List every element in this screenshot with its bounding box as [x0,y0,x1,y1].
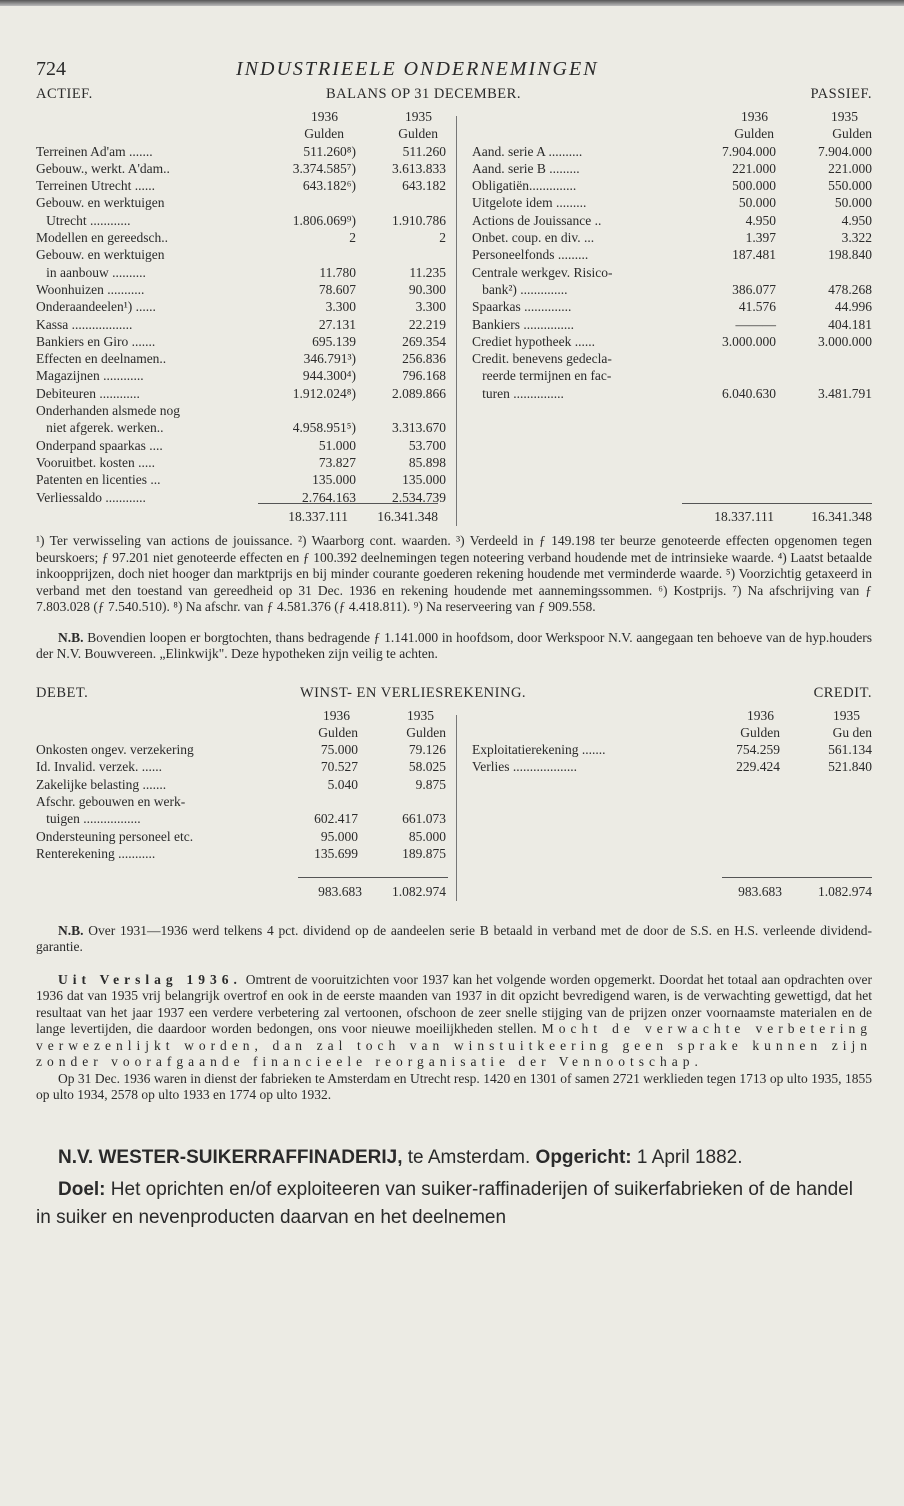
nb-dividend: N.B. Over 1931—1936 werd telkens 4 pct. dividend op de aandeelen serie B betaald in verband met de door de S.S. en H.S. verleende dividend-garantie. [36,922,872,954]
table-row [36,229,446,246]
credit-column: 1936 1935 Gulden Gu den Exploitatierekening ....... 754.259 561.134 Verlies ................... 229.424 521.840 [472,707,872,775]
table-row [36,177,446,194]
row-label: Renterekening ........... [36,845,156,861]
debet-column: 1936 1935 Gulden Gulden Onkosten ongev. verzekering 75.000 79.126 Id. Invalid. verzek. ...... 70.527 58.025 Zakelijke belasting ....... 5.040 9.875 Afschr. gebouwen en werk- tuigen ................. 602.417 661.073 Ondersteuning personeel etc. 95.000 85.000 Renterekening ........... 135.699 189.875 [36,707,446,861]
value-1936: 6.040.630 [722,385,776,401]
value-1935: 511.260 [402,143,446,159]
winst-header [36,685,872,707]
table-row [36,454,446,471]
row-label: Onbet. coup. en div. ... [472,230,595,246]
row-label: Gebouw. en werktuigen [36,195,165,211]
row-label: Woonhuizen ........... [36,281,145,297]
total-passief-1935: 16.341.348 [811,509,872,524]
row-label: Verliessaldo ............ [36,489,146,505]
value-1936: 50.000 [738,195,776,211]
table-row [36,437,446,454]
table-row [36,828,446,845]
value-1936: 75.000 [320,742,358,758]
row-label: Onderpand spaarkas .... [36,437,163,453]
table-row [36,194,446,211]
table-row [36,845,446,862]
value-1935: 3.300 [415,299,446,315]
winst-totals [36,883,872,900]
value-1936: 73.827 [318,454,356,470]
row-label: Utrecht ............ [36,212,131,228]
page-header [36,58,872,86]
value-1935: 404.181 [828,316,872,332]
table-row [36,212,446,229]
table-row [472,160,872,177]
winst-title: WINST- EN VERLIESREKENING. [300,684,527,701]
table-row [36,793,446,810]
row-label: Spaarkas .............. [472,299,572,315]
running-title: INDUSTRIEELE ONDERNEMINGEN [236,58,599,80]
value-1936: ——— [735,316,776,332]
balans-table [36,108,872,528]
value-1935: 53.700 [408,437,446,453]
row-label: Obligatiën.............. [472,178,577,194]
value-1936: 41.576 [738,299,776,315]
total-debet-1935: 1.082.974 [392,883,446,899]
total-credit-1936: 983.683 [738,883,782,899]
row-label: niet afgerek. werken.. [36,420,164,436]
value-1935: 2 [439,230,446,246]
row-label: Zakelijke belasting ....... [36,776,167,792]
value-1935: 189.875 [402,845,446,861]
unit-row: Gulden Gulden [304,126,438,142]
table-row [36,333,446,350]
footnotes: ¹) Ter verwisseling van actions de jouissance. ²) Waarborg cont. waarden. ³) Verdeeld in ƒ 149.198 ter beurze genoteerde effecten opgenomen tegen beurskoers; ƒ 97.201 niet genoteerde effecten en ƒ 100.392 deelnemingen tegen noteering verband houdende met de intrinsieke waarde. ⁴) Laatst betaalde inkoopprijzen, doch niet hooger dan marktprijs en bij minder courante goederen rekening houdende met verminderde waarde. ⁵) Voorzichtig getaxeerd in verband met den toestand van gereedheid op 31 Dec. 1936 en rekening houdende met aannemingssommen. ⁶) Kostprijs. ⁷) Na afschrijving van ƒ 7.803.028 (ƒ 7.540.510). ⁸) Na afschr. van ƒ 4.581.376 (ƒ 4.418.811). ⁹) Na reserveering van ƒ 909.558. [36,533,872,614]
value-1936: 135.000 [312,472,356,488]
value-1935: 22.219 [408,316,446,332]
table-row [36,143,446,160]
debet-label: DEBET. [36,684,89,701]
table-row [472,212,872,229]
row-label: Onderhanden alsmede nog [36,403,180,419]
value-1935: 79.126 [408,742,446,758]
value-1936: 1.397 [745,230,776,246]
row-label: Magazijnen ............ [36,368,144,384]
value-1935: 3.613.833 [392,160,446,176]
company-entry: N.V. WESTER-SUIKERRAFFINADERIJ, te Amsterdam. Opgericht: 1 April 1882. Doel: Het oprichten en/of exploiteeren van suiker-raffinaderijen of suikerfabrieken of de handel in suiker en nevenproducten daarvan en het deelnemen [36,1146,853,1228]
row-label: Kassa .................. [36,316,133,332]
row-label: Aand. serie A .......... [472,143,583,159]
value-1935: 478.268 [828,281,872,297]
value-1935: 561.134 [828,742,872,758]
table-row [36,419,446,436]
balans-title: BALANS OP 31 DECEMBER. [326,86,521,102]
table-row [472,143,872,160]
total-debet-1936: 983.683 [318,883,362,899]
nb-borgtochten: N.B. Bovendien loopen er borgtochten, thans bedragende ƒ 1.141.000 in hoofdsom, door Werkspoor N.V. aangegaan ten behoeve van de hyp.houders der N.V. Bouwvereen. „Elinkwijk". Deze hypotheken zijn veilig te achten. [36,629,872,661]
table-row [472,177,872,194]
value-1936: 78.607 [318,281,356,297]
table-row [472,741,872,758]
value-1936: 229.424 [736,759,780,775]
value-1936: 70.527 [320,759,358,775]
value-1935: 44.996 [834,299,872,315]
value-1936: 695.139 [312,333,356,349]
table-row [36,385,446,402]
value-1935: 50.000 [834,195,872,211]
row-label: Crediet hypotheek ...... [472,333,595,349]
value-1936: 1.806.069⁹) [292,212,356,228]
verslag: Uit Verslag 1936. Omtrent de vooruitzichten voor 1937 kan het volgende worden opgemerkt. Doordat het totaal aan opdrachten over 1936 dat van 1935 vrij belangrijk overtrof en ook in de eerste maanden van 1937 in dit opzicht bevredigend waren, is de verwachting gewettigd, dat het resultaat van het jaar 1937 een verdere verbetering zal vertoonen, ofschoon de zeer snelle stijging van de prijzen onzer voornaamste materialen en de lange levertijden, die daardoor worden bedongen, ons voor nieuwe moeilijkheden stellen. Mocht de verwachte verbetering verwezenlijkt worden, dan zal toch van winstuitkeering geen sprake kunnen zijn zonder voorafgaande financieele reorganisatie der Vennootschap. Op 31 Dec. 1936 waren in dienst der fabrieken te Amsterdam en Utrecht resp. 1420 en 1301 of samen 2721 werklieden tegen 1713 op ulto 1935, 1855 op ulto 1934, 2578 op ulto 1933 en 1774 op ulto 1932. [36,971,872,1102]
balans-totals [36,508,872,525]
value-1936: 51.000 [318,437,356,453]
value-1936: 386.077 [732,281,776,297]
value-1935: 2.089.866 [392,385,446,401]
value-1936: 221.000 [732,160,776,176]
company-name: N.V. WESTER-SUIKERRAFFINADERIJ, [58,1146,403,1168]
value-1935: 90.300 [408,281,446,297]
row-label: Verlies ................... [472,759,577,775]
table-row [36,350,446,367]
value-1936: 95.000 [320,828,358,844]
table-row [472,367,872,384]
row-label: Centrale werkgev. Risico- [472,264,613,280]
row-label: bank²) .............. [472,281,568,297]
row-label: tuigen ................. [36,811,141,827]
year-row: 1936 1935 [311,109,432,124]
value-1935: 135.000 [402,472,446,488]
table-row [472,758,872,775]
winst-table [36,707,872,903]
page [36,58,872,1232]
row-label: Gebouw., werkt. A'dam.. [36,160,170,176]
value-1935: 521.840 [828,759,872,775]
value-1935: 796.168 [402,368,446,384]
row-label: Actions de Jouissance .. [472,212,602,228]
value-1935: 643.182 [402,178,446,194]
value-1936: 3.300 [325,299,356,315]
value-1935: 661.073 [402,811,446,827]
value-1935: 3.322 [841,230,872,246]
value-1936: 346.791³) [303,351,356,367]
table-row [472,333,872,350]
row-label: turen ............... [472,385,564,401]
verslag-spaced: Mocht de verwachte verbetering verwezenlijkt worden, dan zal toch van winstuitkeering geen sprake kunnen zijn zonder voorafgaande financieele reorganisatie der Vennootschap. [36,1021,872,1069]
table-row [472,264,872,281]
row-label: Aand. serie B ......... [472,160,580,176]
value-1935: 11.235 [409,264,446,280]
value-1936: 2 [349,230,356,246]
table-row [36,367,446,384]
row-label: Patenten en licenties ... [36,472,161,488]
row-label: Debiteuren ............ [36,385,140,401]
value-1935: 9.875 [415,776,446,792]
table-row [36,471,446,488]
value-1935: 3.313.670 [392,420,446,436]
value-1935: 85.000 [408,828,446,844]
row-label: Bankiers ............... [472,316,574,332]
row-label: Terreinen Utrecht ...... [36,178,156,194]
row-label: Personeelfonds ......... [472,247,589,263]
value-1936: 511.260⁸) [303,143,356,159]
row-label: Onkosten ongev. verzekering [36,742,194,758]
value-1936: 602.417 [314,811,358,827]
table-row [36,758,446,775]
value-1936: 5.040 [327,776,358,792]
value-1935: 58.025 [408,759,446,775]
table-row [472,281,872,298]
value-1936: 3.000.000 [722,333,776,349]
table-row [472,194,872,211]
table-row [472,246,872,263]
table-row [472,316,872,333]
page-edge [0,0,904,6]
value-1936: 4.950 [745,212,776,228]
row-label: Ondersteuning personeel etc. [36,828,194,844]
table-row [36,402,446,419]
passief-label: PASSIEF. [810,86,872,102]
value-1936: 11.780 [319,264,356,280]
table-row [472,298,872,315]
table-row [472,229,872,246]
balans-header [36,86,872,108]
table-row [36,246,446,263]
total-actief-1936: 18.337.111 [288,509,348,524]
value-1936: 3.374.585⁷) [292,160,356,176]
value-1935: 269.354 [402,333,446,349]
verslag-lead: Uit Verslag 1936. [58,971,242,987]
value-1936: 500.000 [732,178,776,194]
value-1936: 754.259 [736,742,780,758]
total-credit-1935: 1.082.974 [818,883,872,899]
table-row [36,741,446,758]
value-1935: 256.836 [402,351,446,367]
value-1935: 1.910.786 [392,212,446,228]
total-actief-1935: 16.341.348 [377,509,438,524]
actief-label: ACTIEF. [36,86,93,102]
row-label: Terreinen Ad'am ....... [36,143,153,159]
table-row [36,160,446,177]
value-1935: 221.000 [828,160,872,176]
value-1936: 135.699 [314,845,358,861]
table-row [472,350,872,367]
value-1936: 7.904.000 [722,143,776,159]
table-row [36,264,446,281]
row-label: Vooruitbet. kosten ..... [36,454,155,470]
value-1936: 27.131 [318,316,356,332]
table-row [36,810,446,827]
value-1935: 4.950 [841,212,872,228]
value-1936: 187.481 [732,247,776,263]
value-1936: 643.182⁶) [302,178,356,194]
value-1935: 85.898 [408,454,446,470]
row-label: Modellen en gereedsch.. [36,230,168,246]
value-1935: 7.904.000 [818,143,872,159]
row-label: Exploitatierekening ....... [472,742,606,758]
row-label: reerde termijnen en fac- [472,368,612,384]
actief-column [36,108,446,506]
total-passief-1936: 18.337.111 [714,509,774,524]
value-1935: 2.534.739 [392,489,446,505]
row-label: Id. Invalid. verzek. ...... [36,759,162,775]
row-label: Uitgelote idem ......... [472,195,587,211]
credit-label: CREDIT. [813,684,872,701]
row-label: Bankiers en Giro ....... [36,333,156,349]
value-1935: 198.840 [828,247,872,263]
table-row [36,776,446,793]
table-row [472,385,872,402]
row-label: Gebouw. en werktuigen [36,247,165,263]
value-1935: 550.000 [828,178,872,194]
value-1935: 3.481.791 [818,385,872,401]
value-1935: 3.000.000 [818,333,872,349]
row-label: Onderaandeelen¹) ...... [36,299,156,315]
row-label: in aanbouw .......... [36,264,146,280]
value-1936: 1.912.024⁸) [292,385,356,401]
row-label: Effecten en deelnamen.. [36,351,167,367]
value-1936: 2.764.163 [302,489,356,505]
table-row [36,316,446,333]
page-number: 724 [36,58,66,80]
passief-column: 1936 1935 Gulden Gulden Aand. serie A .......... 7.904.000 7.904.000 Aand. serie B ......... 221.000 221.000 Obligatiën.............. 500.000 550.000 Uitgelote idem ......... 50.000 50.000 Actions de Jouissance .. 4.950 4.950 Onbet. coup. en div. ... 1.397 3.322 Personeelfonds ......... 187.481 198.840 Centrale werkgev. Risico- bank²) .............. 386.077 478.268 Spaarkas .............. 41.576 44.996 Bankiers ............... ——— 404.181 Crediet hypotheek ...... 3.000.000 3.000.000 Credit. benevens gedecla- reerde termijnen en fac- turen ............... 6.040.630 3.481.791 [472,109,872,401]
value-1936: 944.300⁴) [302,368,356,384]
row-label: Credit. benevens gedecla- [472,351,612,367]
value-1936: 4.958.951⁵) [292,420,356,436]
table-row [36,281,446,298]
table-row [36,298,446,315]
row-label: Afschr. gebouwen en werk- [36,793,186,809]
